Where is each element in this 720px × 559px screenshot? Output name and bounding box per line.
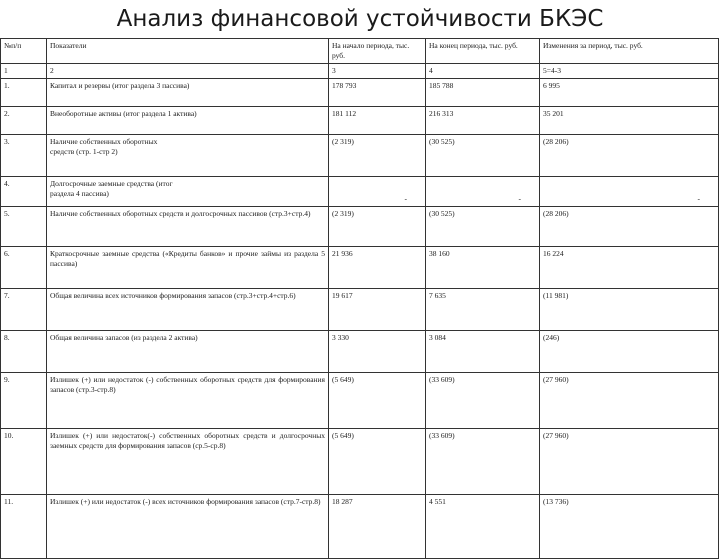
- row-beginning: (5 649): [329, 429, 426, 495]
- row-indicator: Внеоборотные активы (итог раздела 1 актива): [47, 107, 329, 135]
- row-indicator: Наличие собственных оборотных средств и долгосрочных пассивов (стр.3+стр.4): [47, 207, 329, 247]
- row-change: 6 995: [540, 79, 719, 107]
- row-num: 10.: [1, 429, 47, 495]
- table-row: [1, 429, 719, 495]
- header-indicator: Показатели: [47, 39, 329, 64]
- row-change: (11 981): [540, 289, 719, 331]
- col-number: 1: [1, 64, 47, 79]
- row-end: -: [426, 177, 540, 207]
- row-end: 7 635: [426, 289, 540, 331]
- row-end: (30 525): [426, 135, 540, 177]
- table-row: [1, 495, 719, 559]
- header-end: На конец периода, тыс. руб.: [426, 39, 540, 64]
- row-beginning: 181 112: [329, 107, 426, 135]
- row-beginning: (5 649): [329, 373, 426, 429]
- row-num: 1.: [1, 79, 47, 107]
- header-beginning: На начало периода, тыс. руб.: [329, 39, 426, 64]
- row-beginning: 21 936: [329, 247, 426, 289]
- row-end: 185 788: [426, 79, 540, 107]
- header-num: №п/п: [1, 39, 47, 64]
- table-row: [1, 289, 719, 331]
- row-beginning: 19 617: [329, 289, 426, 331]
- table-row: [1, 331, 719, 373]
- row-beginning: 3 330: [329, 331, 426, 373]
- row-indicator: Общая величина запасов (из раздела 2 актива): [47, 331, 329, 373]
- row-num: 3.: [1, 135, 47, 177]
- row-change: (27 960): [540, 429, 719, 495]
- row-indicator: Излишек (+) или недостаток (-) собственных оборотных средств для формирования запасов (стр.3-стр.8): [47, 373, 329, 429]
- row-num: 6.: [1, 247, 47, 289]
- page-title: Анализ финансовой устойчивости БКЭС: [116, 6, 604, 32]
- row-num: 5.: [1, 207, 47, 247]
- column-number-row: [1, 64, 719, 79]
- col-number: 5=4-3: [540, 64, 719, 79]
- row-change: (246): [540, 331, 719, 373]
- table-row: [1, 207, 719, 247]
- row-change: -: [540, 177, 719, 207]
- row-change: 16 224: [540, 247, 719, 289]
- table-row: [1, 79, 719, 107]
- row-indicator: Общая величина всех источников формирования запасов (стр.3+стр.4+стр.6): [47, 289, 329, 331]
- row-num: 4.: [1, 177, 47, 207]
- row-beginning: 178 793: [329, 79, 426, 107]
- row-indicator: Наличие собственных оборотных средств (стр. 1-стр 2): [47, 135, 329, 177]
- row-beginning: (2 319): [329, 207, 426, 247]
- table-row: [1, 135, 719, 177]
- row-beginning: -: [329, 177, 426, 207]
- row-change: 35 201: [540, 107, 719, 135]
- row-change: (27 960): [540, 373, 719, 429]
- row-end: 4 551: [426, 495, 540, 559]
- row-num: 2.: [1, 107, 47, 135]
- row-change: (28 206): [540, 135, 719, 177]
- row-indicator: Излишек (+) или недостаток(-) собственных оборотных средств и долгосрочных заемных средств для формирования запасов (ср.5-ср.8): [47, 429, 329, 495]
- row-end: (30 525): [426, 207, 540, 247]
- col-number: 3: [329, 64, 426, 79]
- row-num: 8.: [1, 331, 47, 373]
- row-num: 11.: [1, 495, 47, 559]
- row-indicator: Капитал и резервы (итог раздела 3 пассива): [47, 79, 329, 107]
- row-end: 38 160: [426, 247, 540, 289]
- row-end: (33 609): [426, 429, 540, 495]
- row-end: 216 313: [426, 107, 540, 135]
- header-change: Изменения за период, тыс. руб.: [540, 39, 719, 64]
- row-end: 3 084: [426, 331, 540, 373]
- row-change: (28 206): [540, 207, 719, 247]
- row-indicator: Краткосрочные заемные средства («Кредиты банков» и прочие займы из раздела 5 пассива): [47, 247, 329, 289]
- row-indicator: Долгосрочные заемные средства (итог раздела 4 пассива): [47, 177, 329, 207]
- col-number: 4: [426, 64, 540, 79]
- table-row: [1, 107, 719, 135]
- row-end: (33 609): [426, 373, 540, 429]
- header-row: [1, 39, 719, 64]
- col-number: 2: [47, 64, 329, 79]
- table-row: [1, 177, 719, 207]
- row-indicator: Излишек (+) или недостаток (-) всех источников формирования запасов (стр.7-стр.8): [47, 495, 329, 559]
- row-change: (13 736): [540, 495, 719, 559]
- row-beginning: (2 319): [329, 135, 426, 177]
- row-beginning: 18 287: [329, 495, 426, 559]
- row-num: 9.: [1, 373, 47, 429]
- table-row: [1, 373, 719, 429]
- table-row: [1, 247, 719, 289]
- stability-table: [0, 38, 719, 559]
- row-num: 7.: [1, 289, 47, 331]
